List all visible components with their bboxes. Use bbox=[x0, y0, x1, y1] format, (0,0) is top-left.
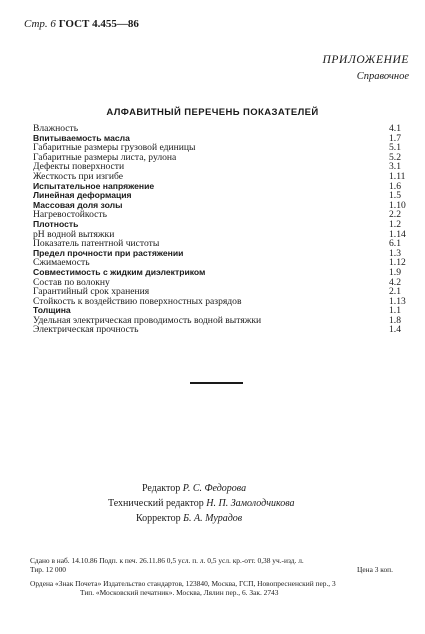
editor-line bbox=[142, 483, 246, 494]
item-name: Жесткость при изгибе bbox=[33, 170, 123, 182]
item-number: 1.6 bbox=[389, 180, 401, 192]
item-name: Нагревостойкость bbox=[33, 209, 107, 221]
item-number: 2.2 bbox=[389, 209, 401, 221]
item-name: Габаритные размеры грузовой единицы bbox=[33, 142, 196, 154]
item-number: 2.1 bbox=[389, 286, 401, 298]
corrector-line bbox=[136, 513, 242, 524]
item-name: Электрическая прочность bbox=[33, 324, 139, 336]
item-number: 6.1 bbox=[389, 238, 401, 250]
item-name: Впитываемость масла bbox=[33, 132, 130, 143]
indicator-list bbox=[33, 124, 413, 335]
editor-name: Р. С. Федорова bbox=[182, 483, 247, 494]
tech-editor-name: Н. П. Замолодчикова bbox=[206, 498, 295, 509]
page-header bbox=[24, 18, 139, 30]
tech-editor-role: Технический редактор bbox=[108, 498, 204, 509]
item-number: 1.2 bbox=[389, 218, 401, 230]
item-name: Стойкость к воздействию поверхностных разрядов bbox=[33, 295, 242, 307]
divider-rule bbox=[190, 382, 243, 384]
corrector-role: Корректор bbox=[136, 513, 181, 524]
item-number: 5.2 bbox=[389, 151, 401, 163]
item-number: 1.8 bbox=[389, 314, 401, 326]
list-item bbox=[33, 297, 413, 307]
item-number: 1.5 bbox=[389, 190, 401, 202]
item-name: Габаритные размеры листа, рулона bbox=[33, 151, 177, 163]
item-name: Линейная деформация bbox=[33, 190, 132, 201]
item-name: Массовая доля золы bbox=[33, 199, 123, 210]
editor-role: Редактор bbox=[142, 483, 181, 494]
tech-editor-line bbox=[108, 498, 295, 509]
item-name: Совместимость с жидким диэлектриком bbox=[33, 266, 206, 277]
page-label: Стр. 6 bbox=[24, 18, 56, 30]
list-item bbox=[33, 325, 413, 335]
item-number: 1.4 bbox=[389, 324, 401, 336]
item-number: 1.7 bbox=[389, 132, 401, 144]
item-name: Предел прочности при растяжении bbox=[33, 247, 184, 258]
item-name: Толщина bbox=[33, 305, 71, 316]
item-number: 1.14 bbox=[389, 228, 406, 240]
list-title: АЛФАВИТНЫЙ ПЕРЕЧЕНЬ ПОКАЗАТЕЛЕЙ bbox=[106, 107, 319, 118]
printer-line: Тип. «Московский печатник». Москва, Лялин пер., 6. Зак. 2743 bbox=[80, 588, 279, 598]
item-name: Дефекты поверхности bbox=[33, 161, 125, 173]
item-number: 1.1 bbox=[389, 305, 401, 317]
imprint-block bbox=[30, 556, 415, 598]
print-run: Тир. 12 000 bbox=[30, 565, 67, 575]
item-number: 1.13 bbox=[389, 295, 406, 307]
item-name: Состав по волокну bbox=[33, 276, 110, 288]
item-name: Плотность bbox=[33, 218, 79, 229]
standard-number: ГОСТ 4.455—86 bbox=[58, 18, 139, 30]
item-number: 4.1 bbox=[389, 123, 401, 134]
price: Цена 3 коп. bbox=[357, 565, 393, 575]
item-name: Сжимаемость bbox=[33, 257, 90, 269]
item-name: Гарантийный срок хранения bbox=[33, 286, 150, 298]
item-number: 1.11 bbox=[389, 170, 406, 182]
item-number: 4.2 bbox=[389, 276, 401, 288]
item-name: Испытательное напряжение bbox=[33, 180, 155, 191]
item-number: 3.1 bbox=[389, 161, 401, 173]
item-name: Показатель патентной чистоты bbox=[33, 238, 160, 250]
appendix-title: ПРИЛОЖЕНИЕ bbox=[322, 54, 409, 66]
publisher-line: Ордена «Знак Почета» Издательство стандартов, 123840, Москва, ГСП, Новопресненский пер., 3 bbox=[30, 578, 336, 588]
item-number: 5.1 bbox=[389, 142, 401, 154]
list-item bbox=[33, 210, 413, 220]
item-name: Удельная электрическая проводимость водной вытяжки bbox=[33, 314, 262, 326]
imprint-line bbox=[30, 565, 415, 574]
imprint-line: Сдано в наб. 14.10.86 Подп. к печ. 26.11.86 0,5 усл. п. л. 0,5 усл. кр.-отт. 0,38 уч.-изд. л. bbox=[30, 556, 304, 565]
item-number: 1.9 bbox=[389, 266, 401, 278]
list-item bbox=[33, 249, 413, 259]
item-number: 1.10 bbox=[389, 199, 406, 211]
item-number: 1.3 bbox=[389, 247, 401, 259]
item-name: Влажность bbox=[33, 123, 79, 134]
corrector-name: Б. А. Мурадов bbox=[183, 513, 243, 524]
item-name: рН водной вытяжки bbox=[33, 228, 115, 240]
appendix-subtitle: Справочное bbox=[356, 71, 409, 82]
item-number: 1.12 bbox=[389, 257, 406, 269]
